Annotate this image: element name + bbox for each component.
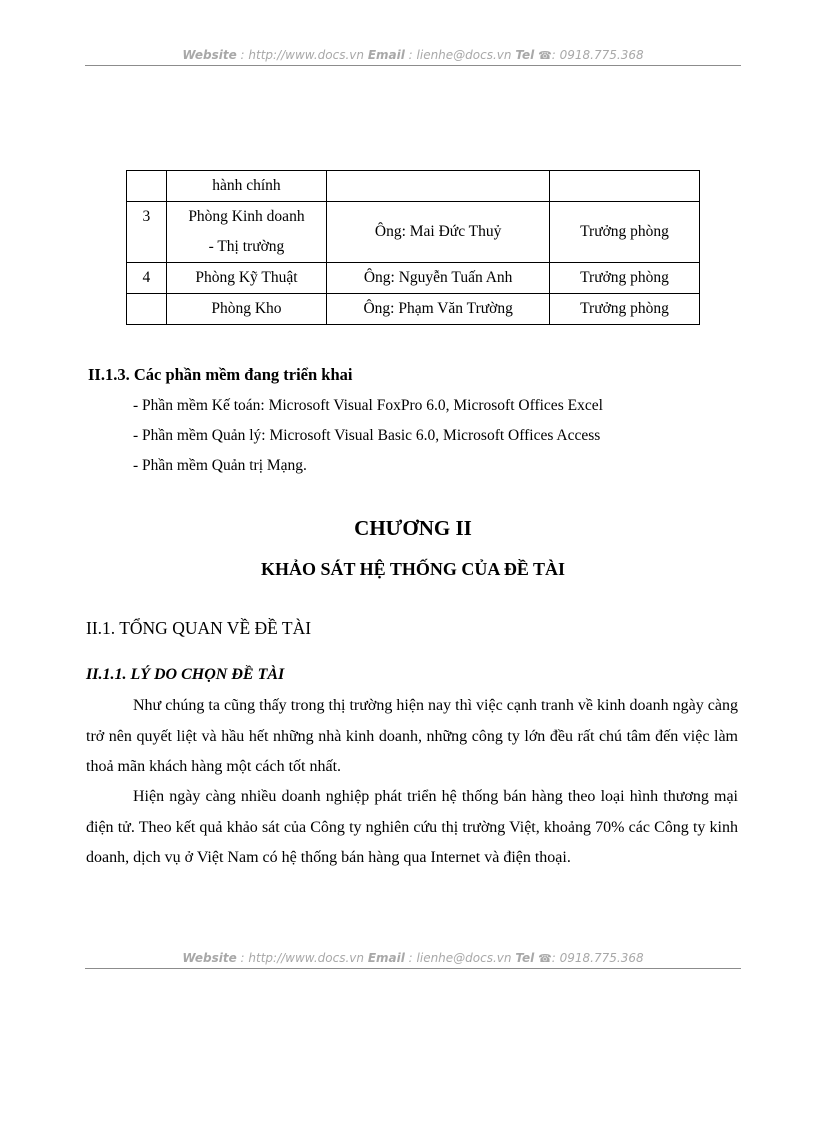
tel-value: : 0918.775.368: [551, 951, 644, 965]
page-footer: [85, 951, 741, 969]
title-cell: Trưởng phòng: [550, 294, 700, 325]
page-header: [85, 48, 741, 66]
row-number: 4: [127, 263, 167, 294]
department-cell: hành chính: [166, 171, 327, 202]
staff-table: [126, 170, 700, 325]
department-line: - Thị trường: [208, 238, 285, 255]
subsection-heading: II.1.1. LÝ DO CHỌN ĐỀ TÀI: [86, 666, 285, 683]
row-number: [127, 294, 167, 325]
row-number: [127, 171, 167, 202]
tel-label: Tel: [515, 951, 535, 965]
department-cell: [166, 202, 327, 263]
chapter-title: KHẢO SÁT HỆ THỐNG CỦA ĐỀ TÀI: [260, 559, 566, 579]
phone-icon: ☎: [538, 952, 552, 965]
phone-icon: ☎: [538, 49, 552, 62]
person-cell: Ông: Mai Đức Thuỷ: [327, 202, 550, 263]
person-cell: Ông: Phạm Văn Trường: [327, 294, 550, 325]
row-number: 3: [127, 202, 167, 263]
tel-label: Tel: [515, 48, 535, 62]
table-row: [127, 263, 700, 294]
list-item: - Phần mềm Quản trị Mạng.: [133, 457, 307, 474]
person-cell: [327, 171, 550, 202]
person-cell: Ông: Nguyễn Tuấn Anh: [327, 263, 550, 294]
website-label: Website: [182, 48, 237, 62]
department-line: Phòng Kinh doanh: [188, 208, 305, 225]
title-cell: [550, 171, 700, 202]
list-item: - Phần mềm Kế toán: Microsoft Visual FoxPro 6.0, Microsoft Offices Excel: [133, 397, 603, 414]
paragraph: Như chúng ta cũng thấy trong thị trường hiện nay thì việc cạnh tranh về kinh doanh ngày càng trở nên quyết liệt và hầu hết những nhà kinh doanh, những công ty lớn đều rất chú tâm đến việc làm thoả mãn khách hàng một cách tốt nhất.: [86, 697, 738, 775]
website-url: : http://www.docs.vn: [240, 951, 364, 965]
chapter-number: CHƯƠNG II: [354, 516, 472, 540]
software-section-title: II.1.3. Các phần mềm đang triển khai: [88, 365, 353, 384]
tel-value: : 0918.775.368: [551, 48, 644, 62]
title-cell: Trưởng phòng: [550, 263, 700, 294]
software-list: [133, 394, 603, 484]
title-cell: Trưởng phòng: [550, 202, 700, 263]
email-label: Email: [367, 951, 405, 965]
email-label: Email: [367, 48, 405, 62]
website-label: Website: [182, 951, 237, 965]
department-cell: Phòng Kỹ Thuật: [166, 263, 327, 294]
website-url: : http://www.docs.vn: [240, 48, 364, 62]
section-heading: II.1. TỔNG QUAN VỀ ĐỀ TÀI: [86, 618, 312, 638]
email-value: : lienhe@docs.vn: [408, 951, 512, 965]
table-row: [127, 171, 700, 202]
department-cell: Phòng Kho: [166, 294, 327, 325]
paragraph: Hiện ngày càng nhiều doanh nghiệp phát triển hệ thống bán hàng theo loại hình thương mại điện tử. Theo kết quả khảo sát của Công ty nghiên cứu thị trường Việt, khoảng 70% các Công ty kinh doanh, dịch vụ ở Việt Nam có hệ thống bán hàng qua Internet và điện thoại.: [86, 788, 738, 866]
table-row: [127, 294, 700, 325]
table-row: [127, 202, 700, 263]
list-item: - Phần mềm Quản lý: Microsoft Visual Basic 6.0, Microsoft Offices Access: [133, 427, 601, 444]
email-value: : lienhe@docs.vn: [408, 48, 512, 62]
